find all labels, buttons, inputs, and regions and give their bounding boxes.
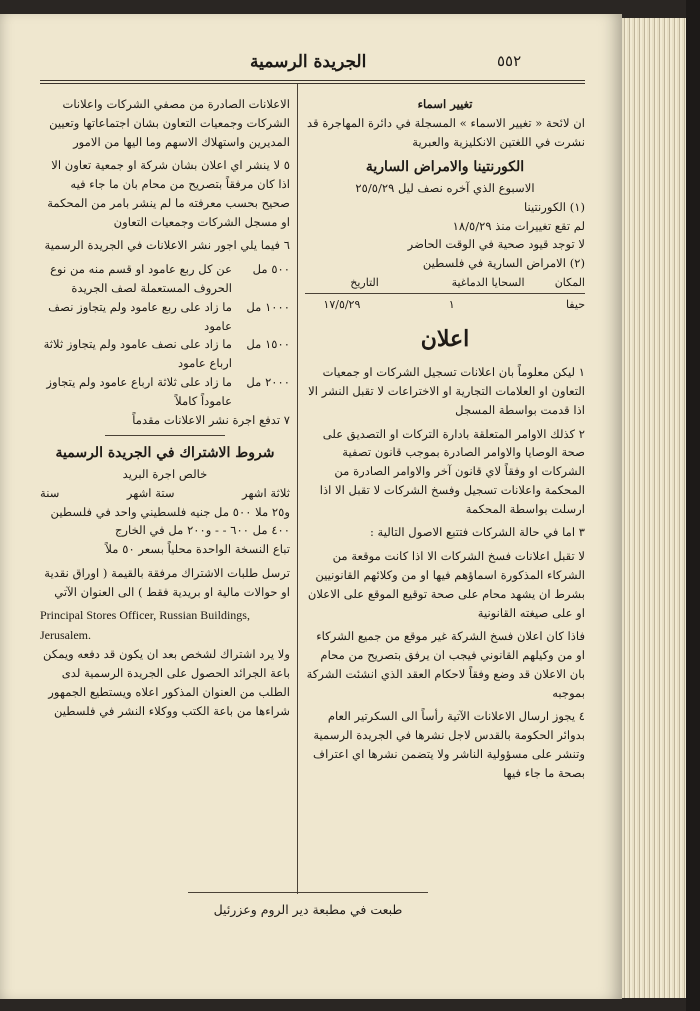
subscription-subheading: خالص اجرة البريد <box>122 466 208 481</box>
notice-paragraph-3a: لا تقبل اعلانات فسخ الشركات الا اذا كانت موقعة من الشركاء المذكورة اسماؤهم فيها او من وكلائهم القانونيين بشرط ان يشهد محام على صحة توقيع الموقع على الاعلان او على صيغته القانونية <box>307 549 585 620</box>
table-header-date: التاريخ <box>305 273 379 293</box>
gazette-title: الجريدة الرسمية <box>250 52 367 72</box>
name-change-heading: تغيير اسماء <box>417 97 473 111</box>
notice-paragraph-1: ١ ليكن معلوماً بان اعلانات تسجيل الشركات او جمعيات التعاون او العلامات التجارية او الاختراعات لا تقبل النشر الا اذا قدمت بواسطة المسجل <box>308 365 585 417</box>
left-top-text: الاعلانات الصادرة من مصفي الشركات واعلانات الشركات وجمعيات التعاون بشان اجتماعاتها وتعيين المديرين واستهلاك الاسهم وما اليها من الامور <box>49 97 290 149</box>
table-row <box>305 293 585 315</box>
address-line-2: Jerusalem. <box>40 627 91 642</box>
right-column <box>305 95 585 788</box>
notice-paragraph-2: ٢ كذلك الاوامر المتعلقة بادارة التركات او التصديق على صحة الوصايا والاوامر الصادرة بموجب قانون تصفية الشركات او وفقاً لاي قانون آخر والاوامر الصادرة من المحكمة واعلانات تسجيل وفسخ الشركات لا تقبل الا اذا ارسلت بواسطة المحكمة <box>319 426 585 516</box>
rate-row <box>40 373 290 411</box>
cell-place: حيفا <box>565 297 585 311</box>
send-to-instructions: ترسل طلبات الاشتراك مرفقة بالقيمة ( اوراق نقدية او حوالات مالية او بريدية فقط ) الى العنوان الآتي <box>44 565 290 599</box>
header-six-months: ستة اشهر <box>126 485 175 500</box>
table-header-meningitis: السحايا الدماغية <box>379 273 525 293</box>
address-line-1: Principal Stores Officer, Russian Buildings, <box>40 608 250 623</box>
cholera-heading: الكورنتينا والامراض السارية <box>365 159 525 176</box>
subscription-heading: شروط الاشتراك في الجريدة الرسمية <box>55 445 275 462</box>
paragraph-7: ٧ تدفع اجرة نشر الاعلانات مقدماً <box>132 412 290 427</box>
subscription-row-palestine: و٢٥ ملا ٥٠٠ مل جنيه فلسطيني واحد في فلسطين <box>50 504 290 519</box>
rate-description: ما زاد على ربع عامود ولم يتجاوز نصف عامود <box>48 299 232 333</box>
header-rule <box>40 80 585 81</box>
rate-row <box>40 260 290 298</box>
page-number: ٥٥٢ <box>497 52 522 70</box>
printer-imprint: طبعت في مطبعة دير الروم وعزرئيل <box>213 902 403 917</box>
section-separator <box>105 435 225 436</box>
paragraph-5: ٥ لا ينشر اي اعلان بشان شركة او جمعية تعاون الا اذا كان مرفقاً بتصريح من محام بان ما جاء فيه صحيح بحسب معرفته ما لم ينشر بامر من المحكمة او مسجل الشركات وجمعيات التعاون <box>47 158 290 229</box>
single-copy-price: تباع النسخة الواحدة محلياً بسعر ٥٠ ملاً <box>105 542 290 557</box>
rate-description: ما زاد على نصف عامود ولم يتجاوز ثلاثة ارباع عامود <box>43 337 232 371</box>
diseases-table <box>305 273 585 316</box>
name-change-body: ان لائحة « تغيير الاسماء » المسجلة في دائرة المهاجرة قد نشرت في اللغتين الانكليزية والعبرية <box>307 115 585 149</box>
rate-row <box>40 298 290 336</box>
diseases-label: (٢) الامراض السارية في فلسطين <box>422 256 585 271</box>
rate-description: ما زاد على ثلاثة ارباع عامود ولم يتجاوز عاموداً كاملاً <box>46 374 232 408</box>
quarantine-text-1: لم تقع تغييرات منذ ١٨/٥/٢٩ <box>452 218 585 233</box>
header-three-months: ثلاثة اشهر <box>242 485 290 500</box>
subscription-column-headers <box>40 484 290 503</box>
notice-paragraph-3: ٣ اما في حالة الشركات فتتبع الاصول التالية : <box>369 525 585 540</box>
notice-paragraph-3b: فاذا كان اعلان فسخ الشركة غير موقع من جميع الشركاء او من وكيلهم القانوني فيجب ان يرفق بتصريح من محام بان الاعلان قد وضع وفقاً لاحكام العقد الذي انشئت الشركة بموجبه <box>306 629 585 700</box>
rate-amount: ٥٠٠ مل <box>252 262 290 277</box>
column-divider <box>297 84 298 894</box>
notice-paragraph-4: ٤ يجوز ارسال الاعلانات الآتية رأساً الى السكرتير العام بدوائر الحكومة بالقدس لاجل نشرها في الجريدة الرسمية وتنشر على مسؤولية الناشر ولا يتضمن نشرها اي اعتراف بصحة ما جاء فيها <box>313 709 585 780</box>
week-line: الاسبوع الذي آخره نصف ليل ٢٥/٥/٢٩ <box>355 181 535 196</box>
subscription-final-note: ولا يرد اشتراك لشخص بعد ان يكون قد دفعه ويمكن باعة الجرائد الحصول على الجريدة الرسمية لدى الطلب من العنوان المذكور اعلاه ويستطيع الجمهور شراءها من باعة الكتب ووكلاء النشر في فلسطين <box>42 647 290 718</box>
rate-description: عن كل ربع عامود او قسم منه من نوع الحروف المستعملة لصف الجريدة <box>50 262 232 296</box>
table-header-place: المكان <box>525 273 585 293</box>
subscription-row-abroad: ٤٠٠ مل ٦٠٠ - - و٢٠٠ مل في الخارج <box>114 523 290 538</box>
notice-heading: اعلان <box>420 325 470 352</box>
rate-amount: ١٥٠٠ مل <box>246 337 290 352</box>
page-edges <box>622 18 686 998</box>
rate-row <box>40 335 290 373</box>
header-rule-double <box>40 83 585 84</box>
footer-rule <box>188 892 428 893</box>
book-spine <box>686 0 700 1011</box>
header-year: سنة <box>40 485 60 500</box>
cell-date: ١٧/٥/٢٩ <box>323 297 361 311</box>
quarantine-text-2: لا توجد قيود صحية في الوقت الحاضر <box>407 237 585 252</box>
left-column <box>40 95 290 725</box>
rate-amount: ١٠٠٠ مل <box>246 299 290 314</box>
rate-amount: ٢٠٠٠ مل <box>246 374 290 389</box>
paragraph-6: ٦ فيما يلي اجور نشر الاعلانات في الجريدة الرسمية <box>44 238 290 253</box>
cell-count: ١ <box>448 297 455 311</box>
quarantine-label: (١) الكورنتينا <box>524 199 585 214</box>
